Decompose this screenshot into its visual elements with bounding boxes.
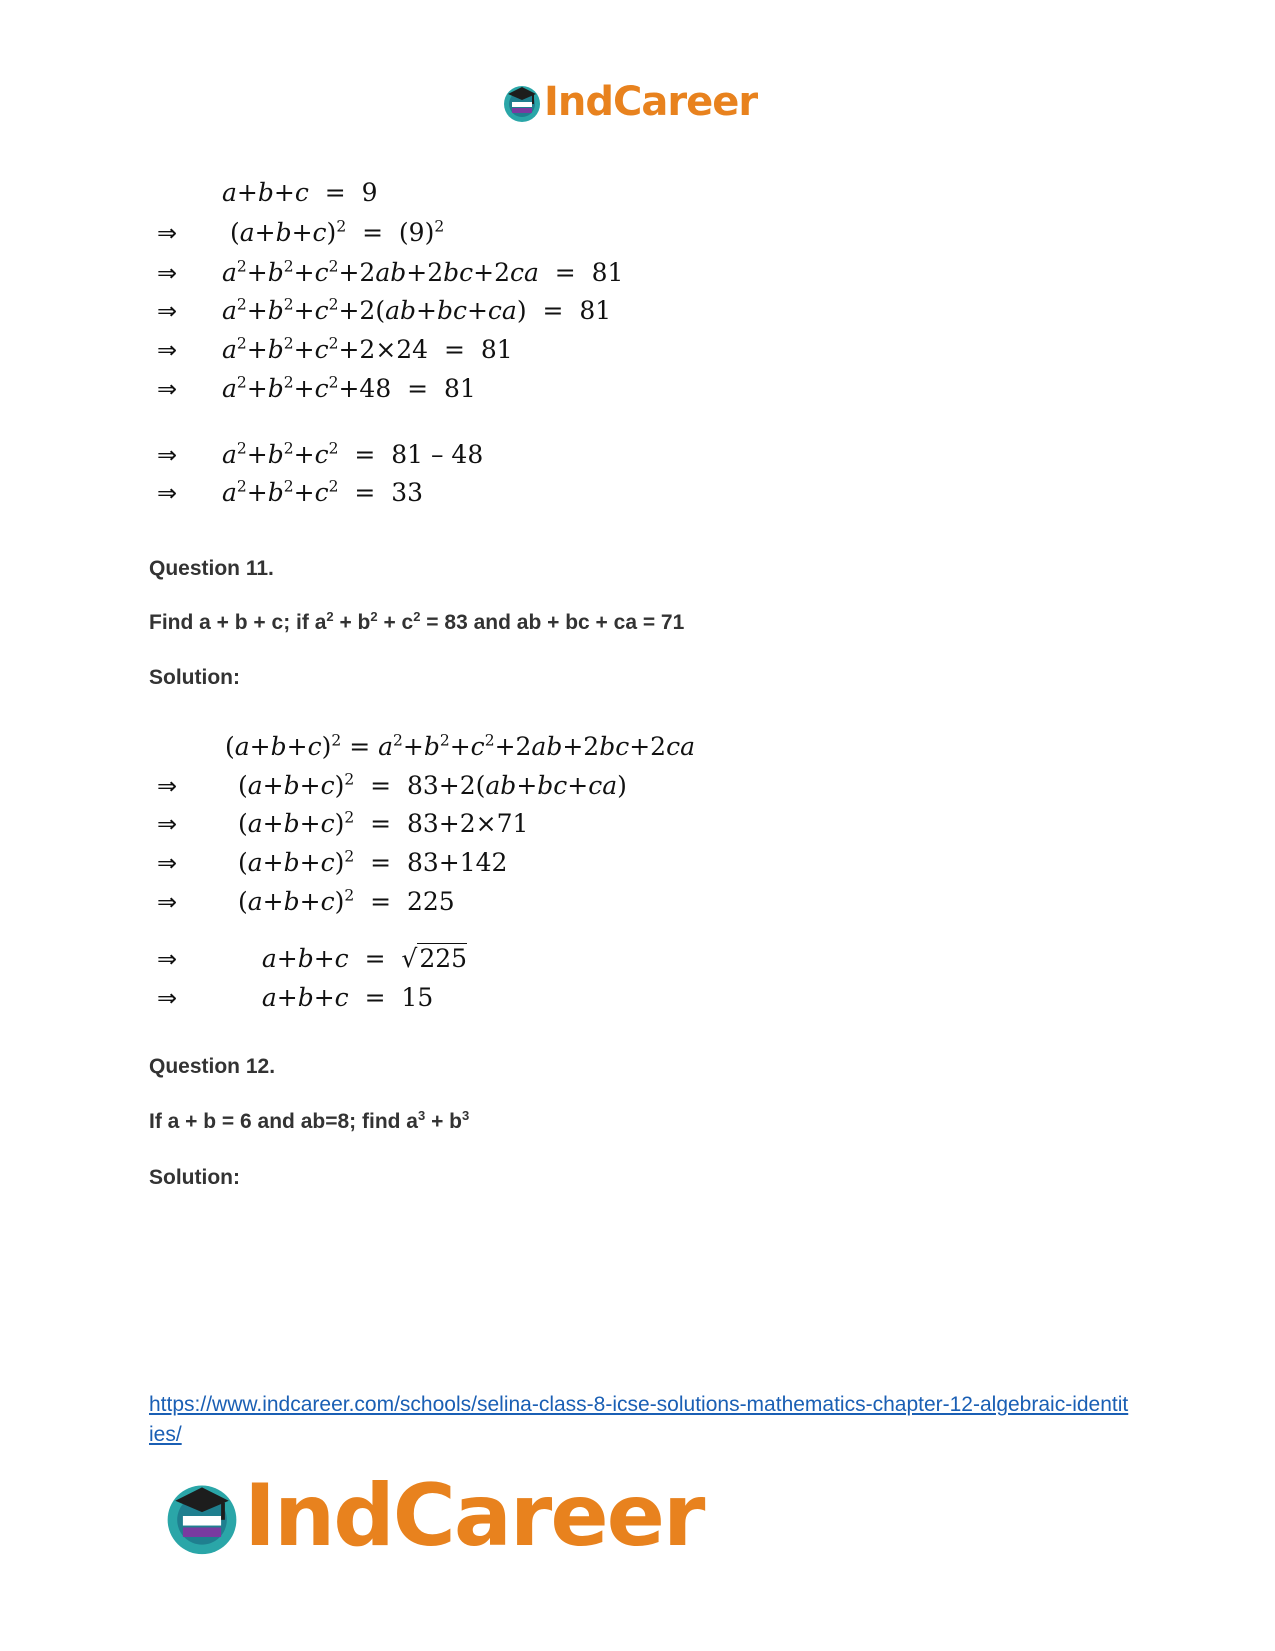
equation-line: $(a+b+c)^2 = (9)^2$ <box>222 217 445 247</box>
equation-line: $a^2+b^2+c^2+2(ab+bc+ca) = 81$ <box>222 295 612 325</box>
question-12-text: If a + b = 6 and ab=8; find $a^3 + b^3$ <box>149 1108 470 1133</box>
equation-line: $(a+b+c)^2 = 83+2\times 71$ <box>238 808 529 838</box>
equation-line: a+b+c = 15 <box>261 983 434 1012</box>
footer-logo <box>160 1468 703 1564</box>
implies-arrow: ⇒ <box>157 441 178 469</box>
header-logo <box>500 78 757 126</box>
question-11-title: Question 11. <box>149 557 274 580</box>
implies-arrow: ⇒ <box>157 336 178 364</box>
question-12-solution-label: Solution: <box>149 1166 240 1189</box>
logo-text: IndCareer <box>244 1466 704 1566</box>
implies-arrow: ⇒ <box>157 772 178 800</box>
implies-arrow: ⇒ <box>157 849 178 877</box>
equation-line: $a^2+b^2+c^2 = 33$ <box>222 477 424 507</box>
implies-arrow: ⇒ <box>157 810 178 838</box>
question-11-text: Find a + b + c; if $a^2 + b^2 + c^2 = 83$ and ab + bc + ca = 71 <box>149 609 685 634</box>
equation-line: $a^2+b^2+c^2+2ab+2bc+2ca = 81$ <box>222 257 624 287</box>
equation-line: $a^2+b^2+c^2+48 = 81$ <box>222 373 476 403</box>
graduation-cap-icon <box>500 80 544 124</box>
implies-arrow: ⇒ <box>157 297 178 325</box>
question-12-title: Question 12. <box>149 1055 276 1078</box>
implies-arrow: ⇒ <box>157 219 178 247</box>
logo-text: IndCareer <box>544 79 758 125</box>
equation-line: $(a+b+c)^2 = 83+2(ab+bc+ca)$ <box>238 770 627 800</box>
implies-arrow: ⇒ <box>157 984 178 1012</box>
equation-line: $a^2+b^2+c^2+2\times 24 = 81$ <box>222 334 513 364</box>
graduation-cap-icon <box>160 1474 244 1558</box>
equation-line: $a^2+b^2+c^2 = 81 - 48$ <box>222 439 484 469</box>
implies-arrow: ⇒ <box>157 888 178 916</box>
implies-arrow: ⇒ <box>157 479 178 507</box>
source-link[interactable]: https://www.indcareer.com/schools/selina-class-8-icse-solutions-mathematics-chapter-12-algebraic-identities/ <box>149 1393 1129 1446</box>
implies-arrow: ⇒ <box>157 945 178 973</box>
equation-line: $(a+b+c)^2 = 83+142$ <box>238 847 508 877</box>
equation-line: a+b+c = √225 <box>261 944 468 973</box>
equation-line: $(a+b+c)^2 = a^2+b^2+c^2+2ab+2bc+2ca$ <box>225 731 695 761</box>
equation-line: $(a+b+c)^2 = 225$ <box>238 886 455 916</box>
implies-arrow: ⇒ <box>157 375 178 403</box>
implies-arrow: ⇒ <box>157 259 178 287</box>
question-11-solution-label: Solution: <box>149 666 240 689</box>
equation-line: a+b+c = 9 <box>222 178 378 207</box>
